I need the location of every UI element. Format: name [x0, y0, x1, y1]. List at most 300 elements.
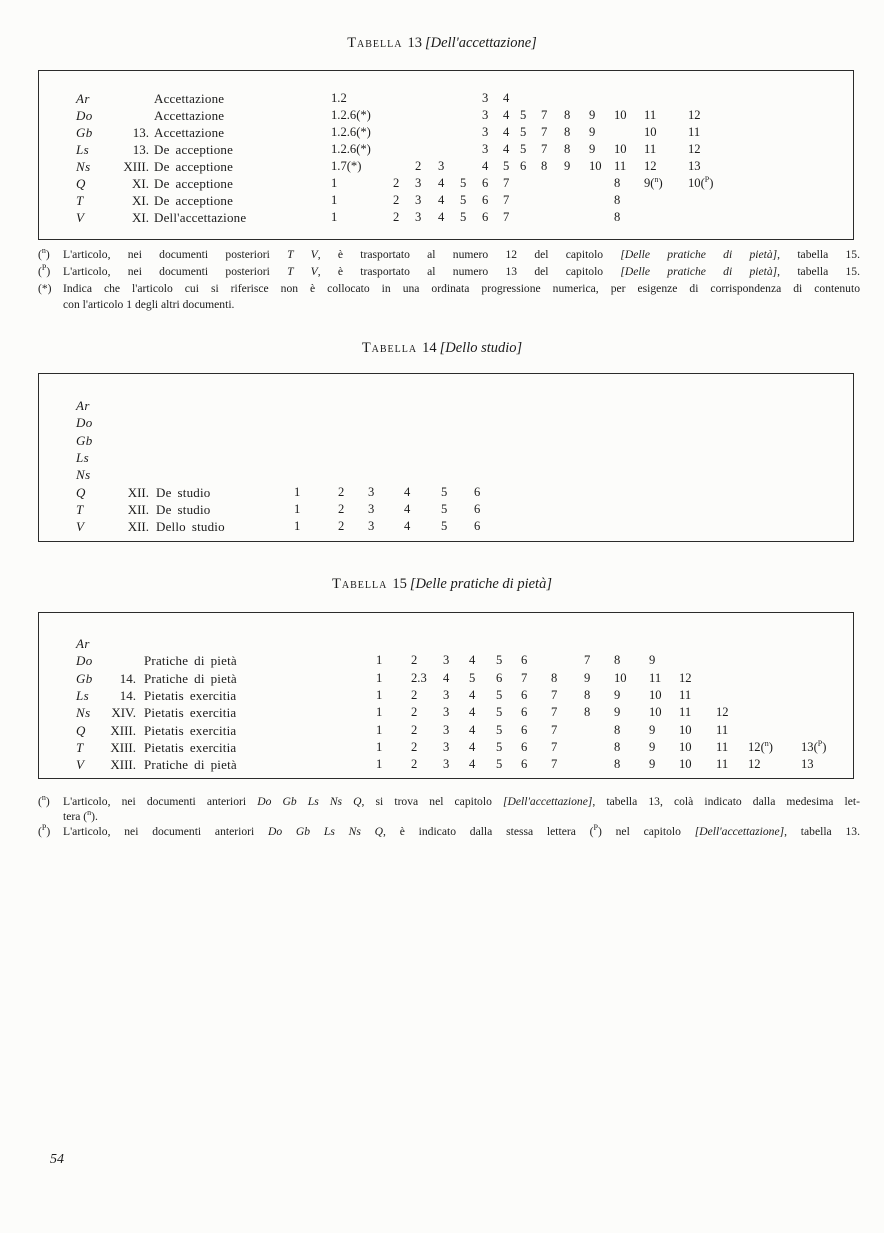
article-number: 5: [520, 125, 527, 139]
article-number: 6: [496, 670, 503, 685]
article-number: 4: [503, 142, 510, 156]
article-number: 2: [411, 722, 418, 737]
chapter-title: Pratiche di pietà: [144, 653, 237, 669]
document-siglum: Ns: [76, 159, 91, 174]
article-number: 7: [503, 176, 510, 190]
footnote-text: [63, 824, 860, 839]
table-row: [39, 688, 853, 705]
article-number: 5: [496, 722, 503, 737]
article-number: 2: [393, 193, 400, 207]
article-number: 10: [644, 125, 657, 139]
footnote-line: [63, 809, 860, 824]
article-number: 8: [614, 176, 621, 190]
plain-text: , tabella 15.: [777, 264, 861, 278]
article-number: 7: [541, 108, 548, 122]
table-row: [39, 159, 853, 176]
article-number: 12: [748, 757, 761, 772]
article-number: 3: [415, 210, 422, 224]
article-number: 12: [679, 670, 692, 685]
article-number: 2: [411, 705, 418, 720]
article-number: 1.2: [331, 91, 347, 105]
chapter-number: 14.: [119, 670, 136, 686]
chapter-title: De acceptione: [154, 142, 234, 157]
table-row: [39, 193, 853, 210]
article-number: 3: [368, 501, 375, 516]
article-number: 1.2.6(*): [331, 125, 371, 139]
plain-text: tera (: [63, 810, 88, 824]
plain-text: L'articolo, nei documenti anteriori: [63, 795, 258, 808]
article-number: 6: [474, 484, 481, 499]
table-row: [39, 519, 853, 536]
article-number: 6: [521, 653, 528, 668]
article-number: 10($^P$): [688, 174, 714, 190]
article-number: 2: [411, 739, 418, 754]
article-number: 2.3: [411, 670, 427, 685]
footnote-mark: P: [704, 174, 710, 184]
article-number: 3: [415, 193, 422, 207]
article-number: 1: [331, 193, 338, 207]
article-number: 13: [688, 159, 701, 173]
footnote-mark: P: [41, 823, 47, 833]
article-number: 3: [438, 159, 445, 173]
caption-label: Tabella: [361, 340, 418, 356]
article-number: 6: [521, 705, 528, 720]
article-number: 9: [584, 670, 591, 685]
article-number: 3: [443, 757, 450, 772]
article-number: 4: [443, 670, 450, 685]
footnote-mark: n: [764, 738, 769, 748]
article-number: 4: [469, 653, 476, 668]
article-number: 3: [482, 91, 489, 105]
article-number: 7: [551, 687, 558, 702]
document-siglum: Ls: [76, 687, 90, 703]
chapter-title: De studio: [156, 484, 211, 500]
article-number: 7: [503, 210, 510, 224]
article-number: 8: [584, 687, 591, 702]
article-number: 5: [460, 210, 467, 224]
article-number: 4: [503, 91, 510, 105]
article-number: 10: [589, 159, 602, 173]
document-siglum: Gb: [76, 670, 93, 686]
footnote: [38, 281, 860, 315]
article-number: 4: [482, 159, 489, 173]
caption-label: Tabella: [347, 35, 403, 51]
tabella-15-box: [38, 612, 854, 779]
italic-text: [Delle pratiche di pietà]: [620, 264, 778, 278]
footnote-label: ($^P$): [38, 262, 51, 278]
article-number: 1: [294, 484, 301, 499]
chapter-title: Accettazione: [154, 108, 225, 123]
article-number: 1: [376, 670, 383, 685]
tabella-15-caption: [0, 576, 884, 593]
article-number: 5: [496, 687, 503, 702]
article-number: 10: [679, 739, 692, 754]
footnote-mark: n: [87, 808, 92, 818]
table-row: [39, 142, 853, 159]
article-number: 11: [679, 705, 692, 720]
article-number: 2: [338, 519, 345, 534]
footnote-label: ($^n$): [38, 793, 50, 808]
article-number: 3: [482, 125, 489, 139]
article-number: 6: [474, 501, 481, 516]
article-number: 10: [679, 757, 692, 772]
table-row: [39, 210, 853, 227]
article-number: 5: [441, 484, 448, 499]
article-number: 8: [614, 210, 621, 224]
article-number: 10: [614, 142, 627, 156]
footnote-line: [63, 264, 860, 281]
document-siglum: Q: [76, 176, 86, 191]
table-row: [39, 485, 853, 502]
tabella-13-caption: [0, 35, 884, 52]
chapter-title: De acceptione: [154, 176, 234, 191]
article-number: 4: [404, 484, 411, 499]
chapter-title: Pietatis exercitia: [144, 705, 237, 721]
article-number: 8: [541, 159, 548, 173]
document-siglum: Ns: [76, 467, 91, 483]
article-number: 1: [376, 687, 383, 702]
article-number: 6: [521, 757, 528, 772]
footnote-label: (*): [38, 281, 52, 295]
article-number: 4: [469, 705, 476, 720]
footnote-line: [63, 281, 860, 298]
plain-text: L'articolo, nei documenti anteriori: [63, 825, 268, 839]
article-number: 7: [551, 739, 558, 754]
article-number: 7: [551, 722, 558, 737]
table-row: [39, 91, 853, 108]
document-siglum: Do: [76, 653, 93, 669]
article-number: 3: [443, 722, 450, 737]
article-number: 7: [541, 142, 548, 156]
article-number: 1: [376, 757, 383, 772]
footnote-label: ($^n$): [38, 246, 50, 261]
document-siglum: Ns: [76, 705, 91, 721]
chapter-title: Pratiche di pietà: [144, 670, 237, 686]
italic-text: Do Gb Ls Ns Q: [267, 825, 384, 839]
chapter-title: Dello studio: [156, 519, 225, 535]
caption-number: 13: [407, 35, 422, 51]
article-number: 11: [649, 670, 662, 685]
italic-text: [Delle pratiche di pietà]: [620, 248, 778, 261]
document-siglum: T: [76, 501, 84, 517]
footnote-line: [63, 247, 860, 264]
chapter-title: Pratiche di pietà: [144, 757, 237, 773]
footnote-mark: n: [654, 174, 659, 184]
footnote-line: [63, 824, 860, 839]
chapter-number: XII.: [127, 519, 149, 535]
article-number: 9: [564, 159, 571, 173]
article-number: 4: [469, 687, 476, 702]
article-number: 9: [649, 757, 656, 772]
chapter-number: XI.: [132, 193, 149, 208]
plain-text: Indica che l'articolo cui si riferisce non è collocato in una ordinata progressione numerica, per esigenze di corrispondenza di contenuto: [63, 281, 860, 295]
article-number: 12: [688, 142, 701, 156]
document-siglum: Do: [76, 108, 93, 123]
page-number: 54: [50, 1152, 64, 1167]
table-row: [39, 757, 853, 774]
article-number: 9: [649, 722, 656, 737]
article-number: 2: [338, 484, 345, 499]
article-number: 1: [294, 519, 301, 534]
italic-text: T V: [287, 264, 318, 278]
chapter-number: 13.: [132, 125, 149, 140]
article-number: 1: [331, 176, 338, 190]
article-number: 12: [644, 159, 657, 173]
chapter-number: XIII.: [110, 739, 136, 755]
chapter-title: Pietatis exercitia: [144, 739, 237, 755]
plain-text: , tabella 15.: [777, 248, 861, 261]
article-number: 1: [376, 739, 383, 754]
article-number: 6: [521, 722, 528, 737]
chapter-number: 13.: [132, 142, 149, 157]
table-row: [39, 398, 853, 415]
article-number: 1: [376, 705, 383, 720]
article-number: 4: [438, 193, 445, 207]
table-row: [39, 740, 853, 757]
article-number: 5: [496, 653, 503, 668]
article-number: 6: [521, 739, 528, 754]
article-number: 7: [521, 670, 528, 685]
article-number: 3: [368, 484, 375, 499]
article-number: 5: [441, 501, 448, 516]
tabella-15-footnotes: [38, 794, 860, 840]
article-number: 12: [716, 705, 729, 720]
chapter-title: De acceptione: [154, 159, 234, 174]
article-number: 8: [564, 108, 571, 122]
article-number: 9: [589, 108, 596, 122]
caption-label: Tabella: [332, 576, 388, 592]
footnote-line: [63, 794, 860, 809]
document-siglum: Ar: [76, 636, 90, 651]
footnote-text: [63, 264, 860, 281]
footnote: [38, 824, 860, 839]
document-siglum: Ar: [76, 398, 90, 413]
document-siglum: V: [76, 757, 85, 773]
italic-text: T V: [287, 248, 318, 261]
article-number: 11: [614, 159, 627, 173]
article-number: 9: [649, 653, 656, 668]
article-number: 8: [614, 739, 621, 754]
article-number: 2: [411, 687, 418, 702]
article-number: 13: [801, 757, 814, 772]
article-number: 6: [521, 687, 528, 702]
italic-text: [Dell'accettazione]: [694, 825, 785, 839]
article-number: 8: [614, 757, 621, 772]
plain-text: , è trasportato al numero 13 del capitolo: [317, 264, 621, 278]
tabella-13-footnotes: [38, 247, 860, 314]
table-row: [39, 705, 853, 722]
document-siglum: Gb: [76, 125, 93, 140]
article-number: 3: [482, 108, 489, 122]
document-siglum: Gb: [76, 432, 93, 448]
article-number: 8: [614, 722, 621, 737]
plain-text: , tabella 13.: [784, 825, 860, 839]
article-number: 10: [614, 108, 627, 122]
footnote-mark: P: [41, 262, 47, 272]
tabella-14-box: [38, 373, 854, 542]
caption-subject: [Dell'accettazione]: [424, 35, 537, 51]
article-number: 11: [716, 739, 729, 754]
chapter-title: Pietatis exercitia: [144, 722, 237, 738]
article-number: 4: [469, 722, 476, 737]
article-number: 3: [368, 519, 375, 534]
article-number: 7: [584, 653, 591, 668]
chapter-number: XIII.: [110, 722, 136, 738]
article-number: 8: [564, 125, 571, 139]
plain-text: con l'articolo 1 degli altri documenti.: [63, 298, 235, 312]
caption-number: 14: [422, 340, 437, 356]
article-number: 2: [411, 757, 418, 772]
chapter-number: XI.: [132, 210, 149, 225]
article-number: 5: [460, 176, 467, 190]
chapter-title: Pietatis exercitia: [144, 687, 237, 703]
footnote: [38, 247, 860, 264]
chapter-title: Dell'accettazione: [154, 210, 247, 225]
plain-text: ) nel capitolo: [597, 825, 695, 839]
article-number: 11: [644, 108, 657, 122]
table-row: [39, 450, 853, 467]
plain-text: , tabella 13, colà indicato dalla medesima let-: [592, 795, 860, 808]
article-number: 5: [460, 193, 467, 207]
footnote-line: [63, 297, 860, 314]
chapter-number: XIII.: [123, 159, 149, 174]
article-number: 4: [404, 519, 411, 534]
document-siglum: T: [76, 739, 84, 755]
article-number: 6: [482, 176, 489, 190]
table-row: [39, 636, 853, 653]
tabella-13-box: [38, 70, 854, 240]
document-siglum: Q: [76, 484, 86, 500]
article-number: 3: [443, 705, 450, 720]
article-number: 5: [503, 159, 510, 173]
article-number: 3: [443, 739, 450, 754]
table-row: [39, 502, 853, 519]
document-siglum: Ls: [76, 449, 90, 465]
article-number: 9: [649, 739, 656, 754]
article-number: 12: [688, 108, 701, 122]
article-number: 7: [551, 705, 558, 720]
article-number: 13($^P$): [801, 738, 827, 754]
article-number: 3: [443, 653, 450, 668]
plain-text: , si trova nel capitolo: [361, 795, 503, 808]
article-number: 8: [584, 705, 591, 720]
article-number: 4: [503, 125, 510, 139]
article-number: 5: [441, 519, 448, 534]
document-siglum: T: [76, 193, 84, 208]
article-number: 5: [496, 757, 503, 772]
article-number: 1.7(*): [331, 159, 362, 173]
article-number: 5: [520, 142, 527, 156]
article-number: 10: [679, 722, 692, 737]
table-row: [39, 108, 853, 125]
article-number: 1: [376, 653, 383, 668]
article-number: 4: [438, 176, 445, 190]
chapter-number: XIV.: [111, 705, 136, 721]
article-number: 11: [679, 687, 692, 702]
article-number: 7: [503, 193, 510, 207]
article-number: 1.2.6(*): [331, 142, 371, 156]
article-number: 9: [614, 687, 621, 702]
chapter-number: XII.: [127, 501, 149, 517]
chapter-title: De acceptione: [154, 193, 234, 208]
article-number: 4: [404, 501, 411, 516]
table-row: [39, 671, 853, 688]
plain-text: L'articolo, nei documenti posteriori: [63, 264, 288, 278]
article-number: 8: [614, 193, 621, 207]
footnote-label: ($^P$): [38, 823, 51, 839]
article-number: 6: [482, 193, 489, 207]
article-number: 7: [551, 757, 558, 772]
article-number: 5: [496, 739, 503, 754]
article-number: 12($^n$): [748, 738, 773, 754]
article-number: 2: [393, 176, 400, 190]
article-number: 2: [338, 501, 345, 516]
article-number: 10: [649, 687, 662, 702]
table-row: [39, 467, 853, 484]
article-number: 3: [443, 687, 450, 702]
footnote-mark: n: [41, 793, 46, 803]
chapter-title: De studio: [156, 501, 211, 517]
chapter-title: Accettazione: [154, 91, 225, 106]
article-number: 5: [469, 670, 476, 685]
article-number: 1: [294, 501, 301, 516]
chapter-number: XI.: [132, 176, 149, 191]
article-number: 4: [469, 757, 476, 772]
article-number: 9: [614, 705, 621, 720]
article-number: 5: [520, 108, 527, 122]
article-number: 3: [482, 142, 489, 156]
article-number: 6: [520, 159, 527, 173]
article-number: 8: [614, 653, 621, 668]
article-number: 5: [496, 705, 503, 720]
article-number: 6: [482, 210, 489, 224]
footnote-text: [63, 794, 860, 824]
article-number: 11: [644, 142, 657, 156]
footnote: [38, 794, 860, 824]
article-number: 9($^n$): [644, 174, 663, 190]
document-siglum: V: [76, 210, 85, 225]
article-number: 2: [415, 159, 422, 173]
caption-subject: [Delle pratiche di pietà]: [409, 576, 552, 592]
plain-text: L'articolo, nei documenti posteriori: [63, 248, 288, 261]
document-siglum: Ar: [76, 91, 90, 106]
tabella-14-caption: [0, 340, 884, 357]
article-number: 11: [716, 722, 729, 737]
table-row: [39, 415, 853, 432]
table-row: [39, 433, 853, 450]
table-row: [39, 176, 853, 193]
article-number: 3: [415, 176, 422, 190]
footnote-mark: P: [817, 738, 823, 748]
document-siglum: Ls: [76, 142, 90, 157]
footnote-text: [63, 281, 860, 315]
article-number: 11: [716, 757, 729, 772]
article-number: 1: [376, 722, 383, 737]
article-number: 11: [688, 125, 701, 139]
article-number: 1: [331, 210, 338, 224]
article-number: 4: [469, 739, 476, 754]
table-row: [39, 125, 853, 142]
chapter-number: XII.: [127, 484, 149, 500]
footnote-mark: P: [593, 823, 598, 833]
caption-number: 15: [392, 576, 407, 592]
table-row: [39, 653, 853, 670]
article-number: 6: [474, 519, 481, 534]
article-number: 7: [541, 125, 548, 139]
footnote-text: [63, 247, 860, 264]
plain-text: ).: [91, 810, 98, 824]
article-number: 8: [564, 142, 571, 156]
